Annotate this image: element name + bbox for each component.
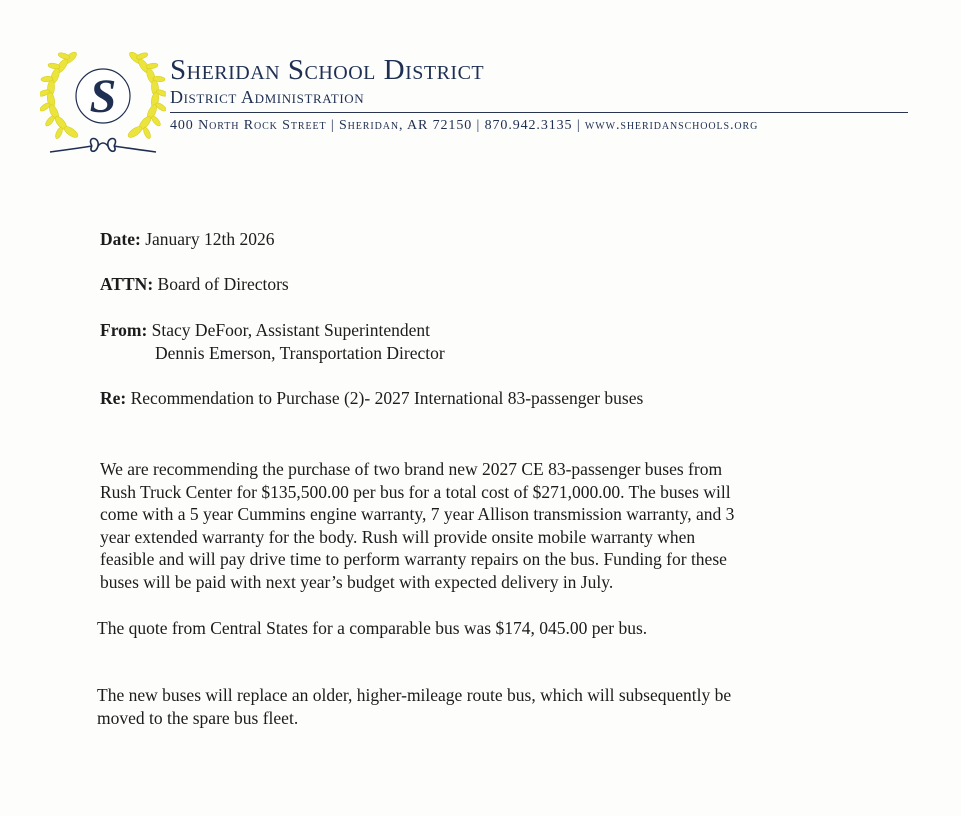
paragraph-line: The new buses will replace an older, higher-mileage route bus, which will subsequently be	[97, 685, 732, 705]
from-label: From:	[100, 320, 148, 340]
paragraph-line: feasible and will pay drive time to perform warranty repairs on the bus. Funding for these	[100, 549, 727, 570]
district-address: 400 North Rock Street | Sheridan, AR 72150 | 870.942.3135 | www.sheridanschools.org	[170, 118, 759, 133]
paragraph-line: Rush Truck Center for $135,500.00 per bus for a total cost of $271,000.00. The buses will	[100, 481, 731, 502]
paragraph-quote-comparison	[97, 617, 647, 640]
district-logo	[40, 44, 166, 160]
date-field	[100, 229, 274, 250]
ribbon-icon	[50, 139, 156, 153]
paragraph-line: buses will be paid with next year’s budget with expected delivery in July.	[100, 571, 614, 592]
paragraph-line: moved to the spare bus fleet.	[97, 707, 299, 728]
paragraph-replacement	[97, 684, 731, 729]
paragraph-line: We are recommending the purchase of two brand new 2027 CE 83-passenger buses from	[100, 459, 723, 479]
from-line-2: Dennis Emerson, Transportation Director	[155, 343, 445, 363]
from-line-1: Stacy DeFoor, Assistant Superintendent	[151, 320, 430, 340]
paragraph-line: The quote from Central States for a comparable bus was $174, 045.00 per bus.	[97, 618, 648, 638]
re-value: Recommendation to Purchase (2)- 2027 International 83-passenger buses	[130, 388, 644, 408]
logo-letter: S	[89, 70, 117, 123]
attn-label: ATTN:	[100, 274, 154, 294]
letterhead-divider	[170, 112, 908, 113]
paragraph-recommendation	[100, 458, 734, 594]
attn-field	[100, 274, 289, 295]
date-value: January 12th 2026	[145, 229, 275, 249]
paragraph-line: come with a 5 year Cummins engine warranty, 7 year Allison transmission warranty, and 3	[100, 504, 735, 525]
district-name: Sheridan School District	[170, 54, 485, 86]
re-label: Re:	[100, 388, 127, 408]
re-field	[100, 388, 643, 409]
attn-value: Board of Directors	[157, 274, 289, 294]
from-field	[100, 320, 430, 341]
date-label: Date:	[100, 229, 141, 249]
paragraph-line: year extended warranty for the body. Rush will provide onsite mobile warranty when	[100, 526, 696, 547]
department-name: District Administration	[170, 87, 365, 107]
